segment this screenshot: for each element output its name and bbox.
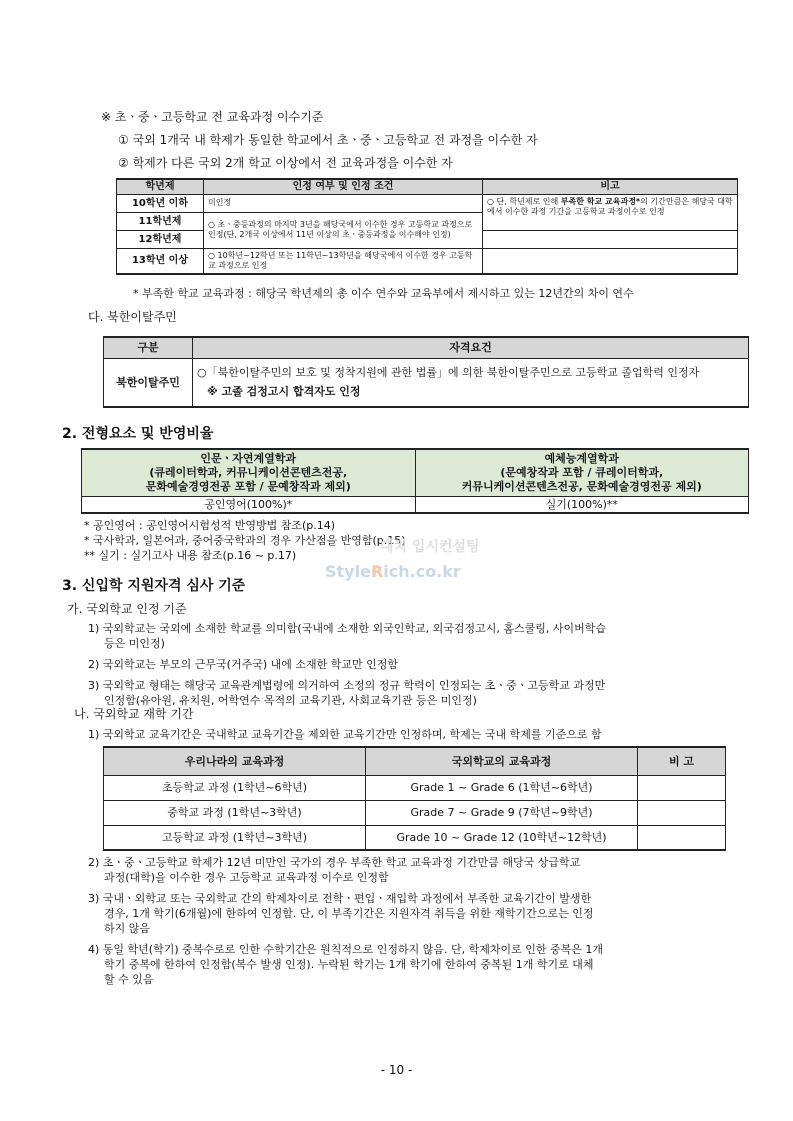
ga-item-2: 2) 국외학교는 부모의 근무국(거주국) 내에 소재한 학교만 인정함	[88, 658, 398, 671]
na-item-3: 3) 국내ㆍ외학교 또는 국외학교 간의 학제차이로 전학ㆍ편입ㆍ재입학 과정에서 부족한 교육기간이 발생한	[88, 892, 592, 905]
watermark-r: R	[370, 562, 384, 581]
watermark-text: 대치 입시컨설팅	[380, 539, 480, 555]
row-cond-13: ○ 10학년~12학년 또는 11학년~13학년을 해당국에서 이수한 경우 고등학교 과정으로 인정	[204, 248, 483, 274]
watermark-style: Style	[325, 562, 371, 581]
na-item-4: 4) 동일 학년(학기) 중복수로로 인한 수학기간은 원칙적으로 인정하지 않음. 단, 학제차이로 인한 중복은 1개	[88, 943, 603, 956]
col-header-foreign: 국외학교의 교육과정	[366, 747, 638, 775]
col-header-note: 비 고	[638, 747, 726, 775]
section-3-heading: 3. 신입학 지원자격 심사 기준	[62, 578, 246, 594]
table-row-elementary-note	[638, 775, 726, 800]
row-label-13: 13학년 이상	[117, 248, 204, 274]
section-na-heading: 나. 국외학교 재학 기간	[74, 707, 194, 721]
selection-ratio-table	[81, 448, 749, 514]
remark-bold: 부족한 학교 교육과정*	[560, 196, 641, 206]
ga-item-1: 1) 국외학교는 국외에 소재한 학교를 의미함(국내에 소재한 외국인학교, 외국검정고시, 홈스쿨링, 사이버학습	[88, 622, 606, 635]
section-ga-heading: 가. 국외학교 인정 기준	[67, 602, 187, 616]
remark-cell	[483, 194, 738, 230]
na-item-3-cont-1: 경우, 1개 학기(6개월)에 한하여 인정함. 단, 이 부족기간은 지원자격 취득을 위한 재학기간으로는 인정	[104, 907, 594, 920]
ga-items	[88, 621, 748, 708]
humanities-title: 인문ㆍ자연계열학과	[200, 451, 297, 465]
section-da-heading: 다. 북한이탈주민	[88, 310, 177, 324]
note-english: * 공인영어 : 공인영어시험성적 반영방법 참조(p.14)	[84, 519, 336, 532]
col-header-grade: 학년제	[117, 179, 204, 194]
na-items	[88, 855, 748, 987]
humanities-header	[82, 449, 416, 496]
col-header-category: 구분	[104, 337, 193, 358]
table-row-elementary-foreign: Grade 1 ~ Grade 6 (1학년~6학년)	[366, 775, 638, 800]
note-bonus: * 국사학과, 일본어과, 중어중국학과의 경우 가산점을 반영함(p.15)	[84, 534, 406, 547]
grade-system-table	[116, 178, 738, 275]
arts-header	[415, 449, 749, 496]
row-cond-10: 미인정	[204, 194, 483, 212]
remark-pre: ○ 단, 학년제로 인해	[487, 196, 561, 206]
table-row-elementary-kr: 초등학교 과정 (1학년~6학년)	[104, 775, 366, 800]
curriculum-table	[103, 746, 726, 851]
note-title: ※ 초ㆍ중ㆍ고등학교 전 교육과정 이수기준	[101, 110, 324, 124]
col-header-remark: 비고	[483, 179, 738, 194]
arts-ratio: 실기(100%)**	[415, 496, 749, 513]
na-item-1: 1) 국외학교 교육기간은 국내학교 교육기간을 제외한 교육기간만 인정하며, 학제는 국내 학제를 기준으로 함	[88, 728, 602, 741]
na-item-3-cont-2: 하지 않음	[104, 922, 151, 935]
defector-table	[103, 336, 749, 408]
na-item-2-cont: 과정(대학)을 이수한 경우 고등학교 교육과정 이수로 인정함	[104, 871, 389, 884]
ga-item-1-cont: 등은 미인정)	[104, 637, 165, 650]
humanities-sub-2: 문화예술경영전공 포함 / 문예창작과 제외)	[145, 479, 351, 493]
table-row-high-kr: 고등학교 과정 (1학년~3학년)	[104, 825, 366, 850]
table-row-middle-foreign: Grade 7 ~ Grade 9 (7학년~9학년)	[366, 800, 638, 825]
page-number: - 10 -	[380, 1063, 413, 1077]
arts-sub-1: (문예창작과 포함 / 큐레이터학과,	[500, 465, 664, 479]
table-row-high-note	[638, 825, 726, 850]
remark-empty	[483, 230, 738, 248]
ga-item-3-cont: 인정함(유아원, 유치원, 어학연수 목적의 교육기관, 사회교육기관 등은 미인정)	[104, 694, 477, 707]
arts-sub-2: 커뮤니케이션콘텐츠전공, 문화예술경영전공 제외)	[461, 479, 702, 493]
watermark-domain: ich.co.kr	[383, 562, 461, 581]
col-header-condition: 인정 여부 및 인정 조건	[204, 179, 483, 194]
footnote-deficit: * 부족한 학교 교육과정 : 해당국 학년제의 총 이수 연수와 교육부에서 제시하고 있는 12년간의 차이 연수	[133, 287, 634, 300]
table-row-middle-kr: 중학교 과정 (1학년~3학년)	[104, 800, 366, 825]
section-2-heading: 2. 전형요소 및 반영비율	[62, 426, 214, 442]
defector-line-2: ※ 고졸 검정고시 합격자도 인정	[207, 385, 361, 399]
defector-requirement	[193, 358, 749, 407]
remark-post: 의 기간만큼은 해당국 대학에서 이수한 과정 기간을 고등학교 과정이수로 인정	[487, 196, 733, 216]
defector-line-1: ○「북한이탈주민의 보호 및 정착지원에 관한 법률」에 의한 북한이탈주민으로 고등학교 졸업학력 인정자	[197, 366, 700, 380]
humanities-ratio: 공인영어(100%)*	[82, 496, 416, 513]
ratio-notes	[84, 518, 406, 563]
table-row-high-foreign: Grade 10 ~ Grade 12 (10학년~12학년)	[366, 825, 638, 850]
col-header-qualification: 자격요건	[193, 337, 749, 358]
watermark-logo	[325, 562, 461, 581]
remark-empty-2	[483, 248, 738, 274]
row-label-10: 10학년 이하	[117, 194, 204, 212]
arts-title: 예체능계열학과	[544, 451, 619, 465]
row-label-12: 12학년제	[117, 230, 204, 248]
col-header-korean: 우리나라의 교육과정	[104, 747, 366, 775]
row-label-11: 11학년제	[117, 212, 204, 230]
defector-label: 북한이탈주민	[104, 358, 193, 407]
row-cond-11-12: ○ 초ㆍ중등과정의 마지막 3년을 해당국에서 이수한 경우 고등학교 과정으로 인정(단, 2개국 이상에서 11년 이상의 초ㆍ중등과정을 이수해야 인정)	[204, 212, 483, 248]
criteria-item-1: ① 국외 1개국 내 학제가 동일한 학교에서 초ㆍ중ㆍ고등학교 전 과정을 이수한 자	[118, 133, 538, 147]
na-item-2: 2) 초ㆍ중ㆍ고등학교 학제가 12년 미만인 국가의 경우 부족한 학교 교육과정 기간만큼 해당국 상급학교	[88, 856, 581, 869]
note-practical: ** 실기 : 실기고사 내용 참조(p.16 ~ p.17)	[84, 549, 297, 562]
table-row-middle-note	[638, 800, 726, 825]
humanities-sub-1: (큐레이터학과, 커뮤니케이션콘텐츠전공,	[149, 465, 348, 479]
na-item-4-cont-2: 할 수 있음	[104, 973, 154, 986]
criteria-item-2: ② 학제가 다른 국외 2개 학교 이상에서 전 교육과정을 이수한 자	[118, 156, 453, 170]
na-item-4-cont-1: 학기 중복에 한하여 인정함(복수 발생 인정). 누락된 학기는 1개 학기에 한하여 중복된 1개 학기로 대체	[104, 958, 594, 971]
ga-item-3: 3) 국외학교 형태는 해당국 교육관계법령에 의거하여 소정의 정규 학력이 인정되는 초ㆍ중ㆍ고등학교 과정만	[88, 679, 606, 692]
